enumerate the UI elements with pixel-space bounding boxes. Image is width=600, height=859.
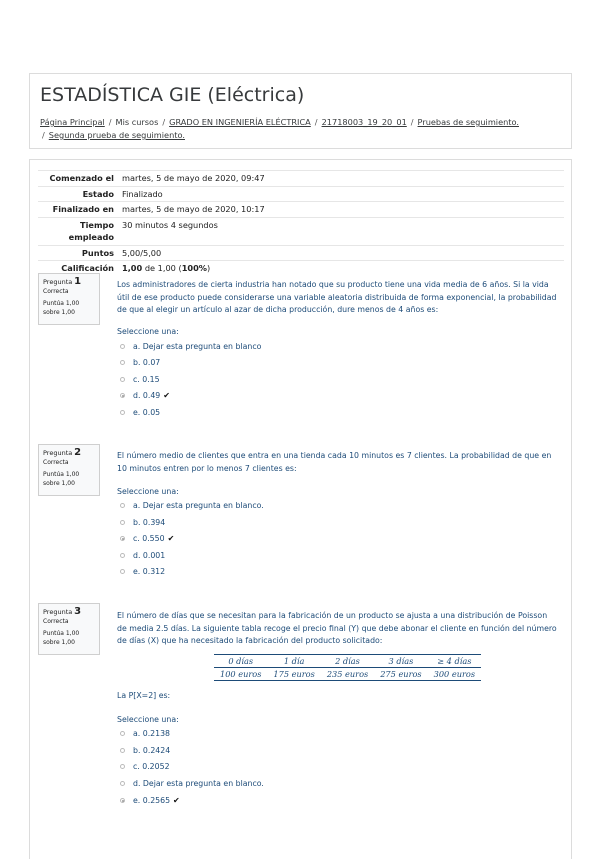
- radio-button-selected[interactable]: [120, 393, 125, 398]
- option-label: a. Dejar esta pregunta en blanco.: [133, 501, 264, 510]
- question-number: 2: [74, 447, 82, 458]
- radio-button[interactable]: [120, 503, 125, 508]
- price-table-header: 1 día: [267, 655, 320, 668]
- summary-key: Tiempo empleado: [38, 217, 118, 245]
- summary-row: [38, 186, 564, 202]
- check-icon: ✔: [167, 534, 175, 543]
- answer-option-selected[interactable]: [120, 533, 174, 544]
- question-label: Pregunta: [43, 449, 73, 457]
- price-table-header: 2 días: [321, 655, 374, 668]
- summary-row: [38, 261, 564, 276]
- quiz-review-panel: [29, 159, 572, 859]
- grade-end: ): [206, 263, 211, 273]
- radio-button[interactable]: [120, 781, 125, 786]
- question-text: El número medio de clientes que entra en una tienda cada 10 minutos es 7 clientes. La probabilidad de que en 10 minutos entren por lo menos 7 clientes es:: [117, 451, 552, 473]
- answer-option[interactable]: [120, 341, 261, 352]
- answer-option[interactable]: [120, 728, 170, 739]
- answer-option[interactable]: [120, 407, 160, 418]
- radio-button[interactable]: [120, 731, 125, 736]
- summary-key: Estado: [38, 186, 118, 202]
- option-label: a. Dejar esta pregunta en blanco: [133, 342, 262, 351]
- breadcrumb-course-code-link[interactable]: 21718003_19_20_01: [321, 117, 407, 127]
- breadcrumb: Página Principal / Mis cursos / GRADO EN INGENIERÍA ELÉCTRICA / 21718003_19_20_01 / Pruebas de seguimiento. / Segunda prueba de seguimiento.: [40, 117, 519, 140]
- select-one-label: Seleccione una:: [117, 327, 179, 336]
- answer-option[interactable]: [120, 745, 170, 756]
- question-score: Puntúa 1,00: [43, 471, 80, 478]
- summary-key: Calificación: [38, 261, 118, 276]
- radio-button[interactable]: [120, 553, 125, 558]
- radio-button[interactable]: [120, 410, 125, 415]
- summary-value: 5,00/5,00: [118, 245, 564, 261]
- option-label: e. 0.05: [133, 408, 161, 417]
- question-max: sobre 1,00: [43, 309, 75, 316]
- summary-value: 30 minutos 4 segundos: [118, 217, 564, 245]
- answer-option[interactable]: [120, 778, 264, 789]
- radio-button[interactable]: [120, 569, 125, 574]
- price-table-cell: 300 euros: [428, 668, 481, 681]
- question-text: El número de días que se necesitan para la fabricación de un producto se ajusta a una distribución de Poisson de media 2.5 días. La siguiente tabla recoge el precio final (Y) que debe abonar el cliente en función del número de días (X) que ha necesitado la fabricación del producto solicitado:: [117, 611, 557, 645]
- question-number: 1: [74, 276, 82, 287]
- summary-row: [38, 202, 564, 218]
- answer-option[interactable]: [120, 761, 170, 772]
- option-label: d. 0.49: [133, 391, 161, 400]
- price-table-header: ≥ 4 días: [428, 655, 481, 668]
- answer-option[interactable]: [120, 374, 160, 385]
- price-table-cell: 175 euros: [267, 668, 320, 681]
- price-table-cell: 235 euros: [321, 668, 374, 681]
- radio-button[interactable]: [120, 520, 125, 525]
- summary-key: Finalizado en: [38, 202, 118, 218]
- summary-value: Finalizado: [118, 186, 564, 202]
- summary-value: martes, 5 de mayo de 2020, 10:17: [118, 202, 564, 218]
- question-info-box: [38, 273, 100, 325]
- question-prompt: La P[X=2] es:: [117, 691, 171, 700]
- price-table-cell: 275 euros: [374, 668, 427, 681]
- select-one-label: Seleccione una:: [117, 487, 179, 496]
- question-status: Correcta: [43, 459, 69, 466]
- question-max: sobre 1,00: [43, 480, 75, 487]
- answer-option[interactable]: [120, 517, 165, 528]
- question-text: Los administradores de cierta industria han notado que su producto tiene una vida media de 6 años. Si la vida útil de ese producto puede considerarse una variable aleatoria distribuida de forma exponencial, la probabilidad de que al elegir un artículo al azar de dicha producción, dure menos de 4 años es:: [117, 280, 557, 314]
- price-table-header: 3 días: [374, 655, 427, 668]
- breadcrumb-my-courses: Mis cursos: [115, 117, 159, 127]
- breadcrumb-tests-link[interactable]: Pruebas de seguimiento.: [417, 117, 519, 127]
- breadcrumb-home-link[interactable]: Página Principal: [40, 117, 105, 127]
- check-icon: ✔: [163, 391, 170, 400]
- option-label: c. 0.550: [133, 534, 165, 543]
- radio-button[interactable]: [120, 377, 125, 382]
- question-info-box: [38, 444, 100, 496]
- breadcrumb-second-test-link[interactable]: Segunda prueba de seguimiento.: [48, 130, 185, 140]
- summary-value: martes, 5 de mayo de 2020, 09:47: [118, 171, 564, 187]
- option-label: c. 0.15: [133, 375, 160, 384]
- summary-key: Comenzado el: [38, 171, 118, 187]
- select-one-label: Seleccione una:: [117, 715, 179, 724]
- price-table-cell: 100 euros: [214, 668, 267, 681]
- option-label: d. 0.001: [133, 551, 166, 560]
- summary-row: [38, 245, 564, 261]
- radio-button[interactable]: [120, 344, 125, 349]
- price-table: [214, 654, 481, 681]
- answer-option[interactable]: [120, 357, 160, 368]
- answer-option-selected[interactable]: [120, 390, 170, 401]
- price-table-header: 0 días: [214, 655, 267, 668]
- option-label: b. 0.07: [133, 358, 161, 367]
- option-label: c. 0.2052: [133, 762, 170, 771]
- radio-button[interactable]: [120, 360, 125, 365]
- option-label: e. 0.2565: [133, 796, 171, 805]
- option-label: b. 0.394: [133, 518, 166, 527]
- radio-button-selected[interactable]: [120, 798, 125, 803]
- question-number: 3: [74, 606, 82, 617]
- price-table-header-row: [214, 655, 481, 668]
- question-label: Pregunta: [43, 278, 73, 286]
- question-label: Pregunta: [43, 608, 73, 616]
- price-table-value-row: [214, 668, 481, 681]
- summary-value: [118, 261, 564, 276]
- question-score: Puntúa 1,00: [43, 300, 80, 307]
- question-score: Puntúa 1,00: [43, 630, 80, 637]
- check-icon: ✔: [173, 796, 180, 805]
- attempt-summary-table: [38, 170, 564, 276]
- radio-button[interactable]: [120, 764, 125, 769]
- radio-button-selected[interactable]: [120, 536, 125, 541]
- course-title: ESTADÍSTICA GIE (Eléctrica): [40, 84, 305, 106]
- option-label: b. 0.2424: [133, 746, 171, 755]
- option-label: d. Dejar esta pregunta en blanco.: [133, 779, 264, 788]
- option-label: a. 0.2138: [133, 729, 171, 738]
- radio-button[interactable]: [120, 748, 125, 753]
- summary-row: [38, 171, 564, 187]
- summary-key: Puntos: [38, 245, 118, 261]
- course-header: [29, 73, 572, 149]
- question-max: sobre 1,00: [43, 639, 75, 646]
- answer-option-selected[interactable]: [120, 795, 180, 806]
- question-info-box: [38, 603, 100, 655]
- summary-row: [38, 217, 564, 245]
- breadcrumb-degree-link[interactable]: GRADO EN INGENIERÍA ELÉCTRICA: [169, 117, 311, 127]
- question-status: Correcta: [43, 618, 69, 625]
- grade-value: 1,00: [122, 263, 143, 273]
- grade-rest: de 1,00 (: [144, 263, 182, 273]
- question-status: Correcta: [43, 288, 69, 295]
- answer-option[interactable]: [120, 500, 264, 511]
- grade-percent: 100%: [181, 263, 207, 273]
- option-label: e. 0.312: [133, 567, 166, 576]
- answer-option[interactable]: [120, 566, 165, 577]
- answer-option[interactable]: [120, 550, 165, 561]
